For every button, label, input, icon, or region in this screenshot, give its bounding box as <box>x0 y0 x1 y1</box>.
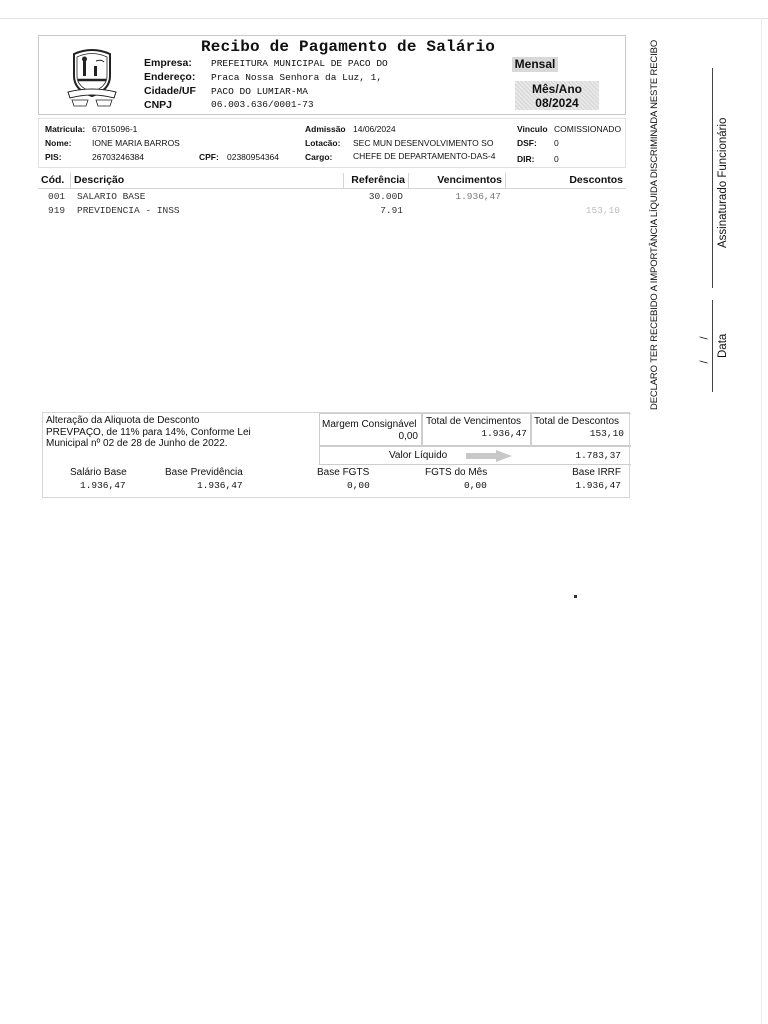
col-descricao: Descrição <box>71 173 344 188</box>
scan-speck <box>574 595 577 598</box>
nome-value: IONE MARIA BARROS <box>92 138 180 148</box>
item-descontos: 153,10 <box>585 205 620 216</box>
employee-info <box>38 118 626 168</box>
base-irrf-label: Base IRRF <box>572 467 621 478</box>
period-label: Mês/Ano <box>531 82 582 96</box>
date-separator-2: / <box>698 336 711 340</box>
lotacao-label: Lotacão: <box>305 138 341 148</box>
cargo-value: CHEFE DE DEPARTAMENTO-DAS-4 <box>353 151 496 161</box>
col-referencia: Referência <box>344 173 409 188</box>
matricula-value: 67015096-1 <box>92 124 138 134</box>
item-descricao: PREVIDENCIA - INSS <box>77 205 180 216</box>
cidade-label: Cidade/UF <box>144 85 196 97</box>
scan-edge-right <box>761 18 762 1024</box>
items-table-header <box>38 173 626 189</box>
receipt-header <box>38 35 626 115</box>
dir-value: 0 <box>554 154 559 164</box>
cargo-label: Cargo: <box>305 152 333 162</box>
col-vencimentos: Vencimentos <box>409 173 506 188</box>
nome-label: Nome: <box>45 138 72 148</box>
dsf-value: 0 <box>554 138 559 148</box>
period-value: 08/2024 <box>535 96 579 110</box>
pis-value: 26703246384 <box>92 152 145 162</box>
salario-base-value: 1.936,47 <box>80 480 126 491</box>
right-arrow-icon <box>466 450 512 462</box>
item-vencimentos: 1.936,47 <box>455 191 501 202</box>
matricula-label: Matricula: <box>45 124 86 134</box>
total-vencimentos-label: Total de Vencimentos <box>426 416 522 427</box>
fgts-mes-label: FGTS do Mês <box>425 467 488 478</box>
table-row <box>38 205 626 218</box>
dsf-label: DSF: <box>517 138 537 148</box>
date-separator-1: / <box>698 360 711 364</box>
cpf-value: 02380954364 <box>227 152 280 162</box>
document-title: Recibo de Pagamento de Salário <box>201 38 496 56</box>
total-vencimentos-value: 1.936,47 <box>481 428 527 439</box>
cpf-label: CPF: <box>199 152 219 162</box>
base-fgts-value: 0,00 <box>347 480 370 491</box>
item-descricao: SALARIO BASE <box>77 191 146 202</box>
item-cod: 919 <box>48 205 66 216</box>
margem-label: Margem Consignável <box>322 419 417 430</box>
base-previdencia-value: 1.936,47 <box>197 480 243 491</box>
admissao-label: Admissão <box>305 124 346 134</box>
endereco-label: Endereço: <box>144 71 196 83</box>
vinculo-label: Vinculo <box>517 124 548 134</box>
margem-cell <box>319 413 422 446</box>
col-descontos: Descontos <box>569 174 623 186</box>
admissao-value: 14/06/2024 <box>353 124 396 134</box>
total-descontos-label: Total de Descontos <box>534 416 620 427</box>
date-line <box>712 300 713 392</box>
empresa-value: PREFEITURA MUNICIPAL DE PACO DO <box>211 58 388 69</box>
vinculo-value: COMISSIONADO <box>554 124 622 134</box>
valor-liquido-cell <box>319 446 631 465</box>
base-previdencia-label: Base Previdência <box>165 467 243 478</box>
receipt-declaration: DECLARO TER RECEBIDO A IMPORTÂNCIA LÍQUIDA DISCRIMINADA NESTE RECIBO <box>649 39 660 410</box>
margem-value: 0,00 <box>398 431 418 442</box>
item-referencia: 30.00D <box>368 191 403 202</box>
total-descontos-cell <box>531 413 631 446</box>
base-fgts-label: Base FGTS <box>317 467 370 478</box>
signature-line <box>712 68 713 288</box>
pis-label: PIS: <box>45 152 62 162</box>
municipal-coat-of-arms-icon <box>66 46 118 108</box>
salario-base-label: Salário Base <box>70 467 127 478</box>
table-row <box>38 191 626 204</box>
cnpj-value: 06.003.636/0001-73 <box>211 99 314 110</box>
fgts-mes-value: 0,00 <box>464 480 487 491</box>
receipt-summary <box>42 412 630 498</box>
cidade-value: PACO DO LUMIAR-MA <box>211 86 308 97</box>
empresa-label: Empresa: <box>144 57 192 69</box>
item-cod: 001 <box>48 191 66 202</box>
dir-label: DIR: <box>517 154 535 164</box>
total-vencimentos-cell <box>422 413 531 446</box>
lotacao-value: SEC MUN DESENVOLVIMENTO SO <box>353 138 494 148</box>
total-descontos-value: 153,10 <box>589 428 624 439</box>
item-referencia: 7.91 <box>380 205 403 216</box>
cnpj-label: CNPJ <box>144 99 173 111</box>
signature-label: Assinaturado Funcionário <box>717 117 729 248</box>
period-type-badge: Mensal <box>512 57 558 72</box>
base-irrf-value: 1.936,47 <box>575 480 621 491</box>
notice-message: Alteração da Aliquota de Desconto PREVPAÇO, de 11% para 14%, Conforme Lei Municipal nº 02 de 28 de Junho de 2022. <box>46 415 251 449</box>
endereco-value: Praca Nossa Senhora da Luz, 1, <box>211 72 383 83</box>
col-cod: Cód. <box>38 173 71 188</box>
scan-edge-top <box>0 18 768 19</box>
valor-liquido-label: Valor Líquido <box>389 450 448 461</box>
period-badge <box>515 81 599 110</box>
date-label: Data <box>717 333 729 358</box>
valor-liquido-value: 1.783,37 <box>575 450 621 461</box>
